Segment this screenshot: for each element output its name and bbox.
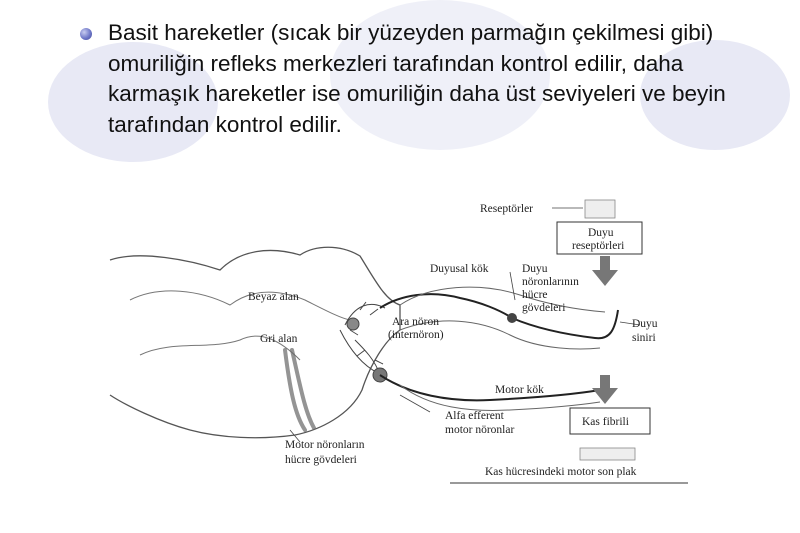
motor-end-plate-graphic [580, 448, 635, 460]
label-motor-kok: Motor kök [495, 384, 544, 396]
arrow-down-1 [592, 256, 618, 286]
label-ara-noron-2: (internöron) [388, 329, 444, 341]
label-duyu-noron-4: gövdeleri [522, 302, 566, 314]
label-duyu-siniri-1: Duyu [632, 318, 658, 330]
label-son-plak: Kas hücresindeki motor son plak [485, 466, 637, 478]
label-reseptorler: Reseptörler [480, 203, 534, 215]
bullet-icon [80, 28, 92, 40]
label-duyu-reseptorleri-1: Duyu [588, 227, 614, 239]
label-duyu-reseptorleri-2: reseptörleri [572, 240, 625, 252]
motor-neuron-path [380, 375, 600, 400]
label-motor-noron-2: hücre gövdeleri [285, 454, 357, 466]
label-alfa-1: Alfa efferent [445, 410, 504, 422]
label-beyaz-alan: Beyaz alan [248, 291, 299, 303]
bullet-text: Basit hareketler (sıcak bir yüzeyden parmağın çekilmesi gibi) omuriliğin refleks merkezleri tarafından kontrol edilir, daha karmaşık hareketler ise omuriliğin daha üst seviyeleri ve beyin tarafından kontrol edilir. [108, 20, 726, 137]
label-gri-alan: Gri alan [260, 333, 298, 345]
label-alfa-2: motor nöronlar [445, 424, 515, 436]
label-duyu-siniri-2: siniri [632, 332, 656, 344]
sensory-cell-body [507, 313, 517, 323]
label-duyu-noron-3: hücre [522, 289, 548, 301]
label-duyu-noron-2: nöronlarının [522, 276, 579, 288]
label-kas-fibrili: Kas fibrili [582, 416, 629, 428]
spinal-cord-inner [130, 291, 350, 360]
bullet-item [80, 18, 760, 140]
label-duyusal-kok: Duyusal kök [430, 263, 489, 275]
spinal-cord-outline [110, 247, 400, 437]
label-duyu-noron-1: Duyu [522, 263, 548, 275]
receptor-graphic [585, 200, 615, 218]
interneuron-cluster [340, 302, 387, 382]
gray-matter [285, 350, 314, 430]
arrow-down-2 [592, 375, 618, 404]
label-ara-noron-1: Ara nöron [392, 316, 439, 328]
reflex-arc-figure [100, 190, 700, 490]
label-motor-noron-1: Motor nöronların [285, 439, 365, 451]
